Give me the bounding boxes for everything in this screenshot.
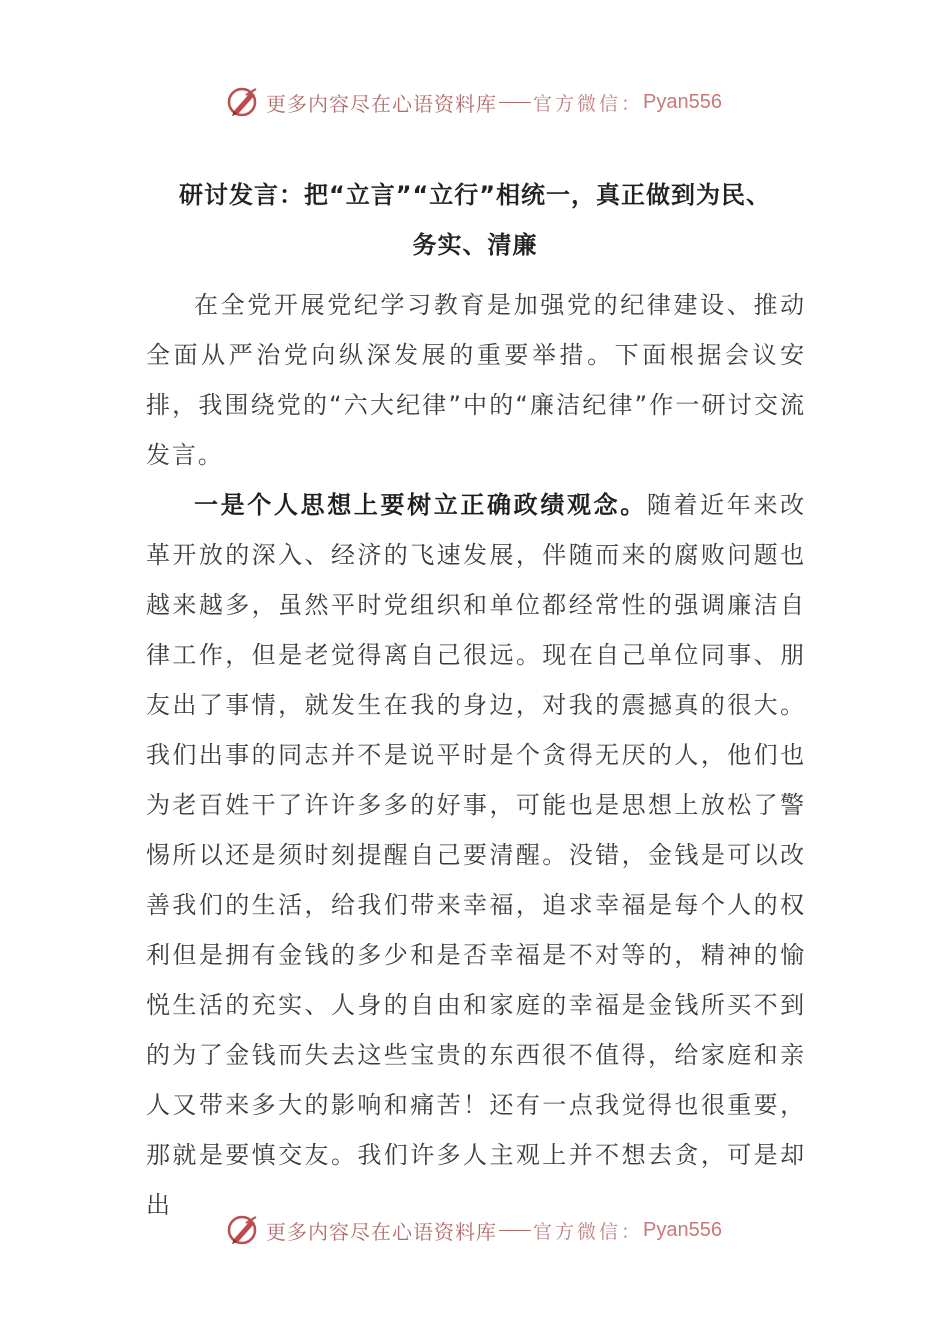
title-line-1: 研讨发言：把“立言”“立行”相统一，真正做到为民、 <box>178 181 772 209</box>
banner-wechat-label: 官方微信： <box>533 92 644 115</box>
pen-logo-icon <box>226 1213 260 1247</box>
document-title <box>140 170 810 270</box>
footer-banner <box>226 1210 746 1250</box>
point-1-text: 随着近年来改革开放的深入、经济的飞速发展，伴随而来的腐败问题也越来越多，虽然平时党组织和单位都经常性的强调廉洁自律工作，但是老觉得离自己很远。现在自己单位同事、朋友出了事情，就发生在我的身边，对我的震撼真的很大。我们出事的同志并不是说平时是个贪得无厌的人，他们也为老百姓干了许许多多的好事，可能也是思想上放松了警惕所以还是须时刻提醒自己要清醒。没错，金钱是可以改善我们的生活，给我们带来幸福，追求幸福是每个人的权利但是拥有金钱的多少和是否幸福是不对等的，精神的愉悦生活的充实、人身的自由和家庭的幸福是金钱所买不到的为了金钱而失去这些宝贵的东西很不值得，给家庭和亲人又带来多大的影响和痛苦！还有一点我觉得也很重要，那就是要慎交友。我们许多人主观上并不想去贪，可是却出 <box>146 491 806 1219</box>
banner-dash <box>499 102 531 103</box>
pen-logo-icon <box>226 85 260 119</box>
banner-dash <box>499 1230 531 1231</box>
banner-wechat-id: Pyan556 <box>643 1218 722 1241</box>
header-banner <box>226 82 746 122</box>
title-line-2: 务实、清廉 <box>412 231 538 259</box>
banner-brand-text: 更多内容尽在心语资料库 <box>266 1219 497 1244</box>
point-1-paragraph <box>146 480 806 1230</box>
point-1-heading: 一是个人思想上要树立正确政绩观念。 <box>194 491 647 519</box>
banner-wechat-id: Pyan556 <box>643 90 722 113</box>
banner-brand-text: 更多内容尽在心语资料库 <box>266 91 497 116</box>
banner-wechat-label: 官方微信： <box>533 1220 644 1243</box>
intro-paragraph: 在全党开展党纪学习教育是加强党的纪律建设、推动全面从严治党向纵深发展的重要举措。下面根据会议安排，我围绕党的“六大纪律”中的“廉洁纪律”作一研讨交流发言。 <box>146 291 806 469</box>
document-body <box>146 280 806 1230</box>
